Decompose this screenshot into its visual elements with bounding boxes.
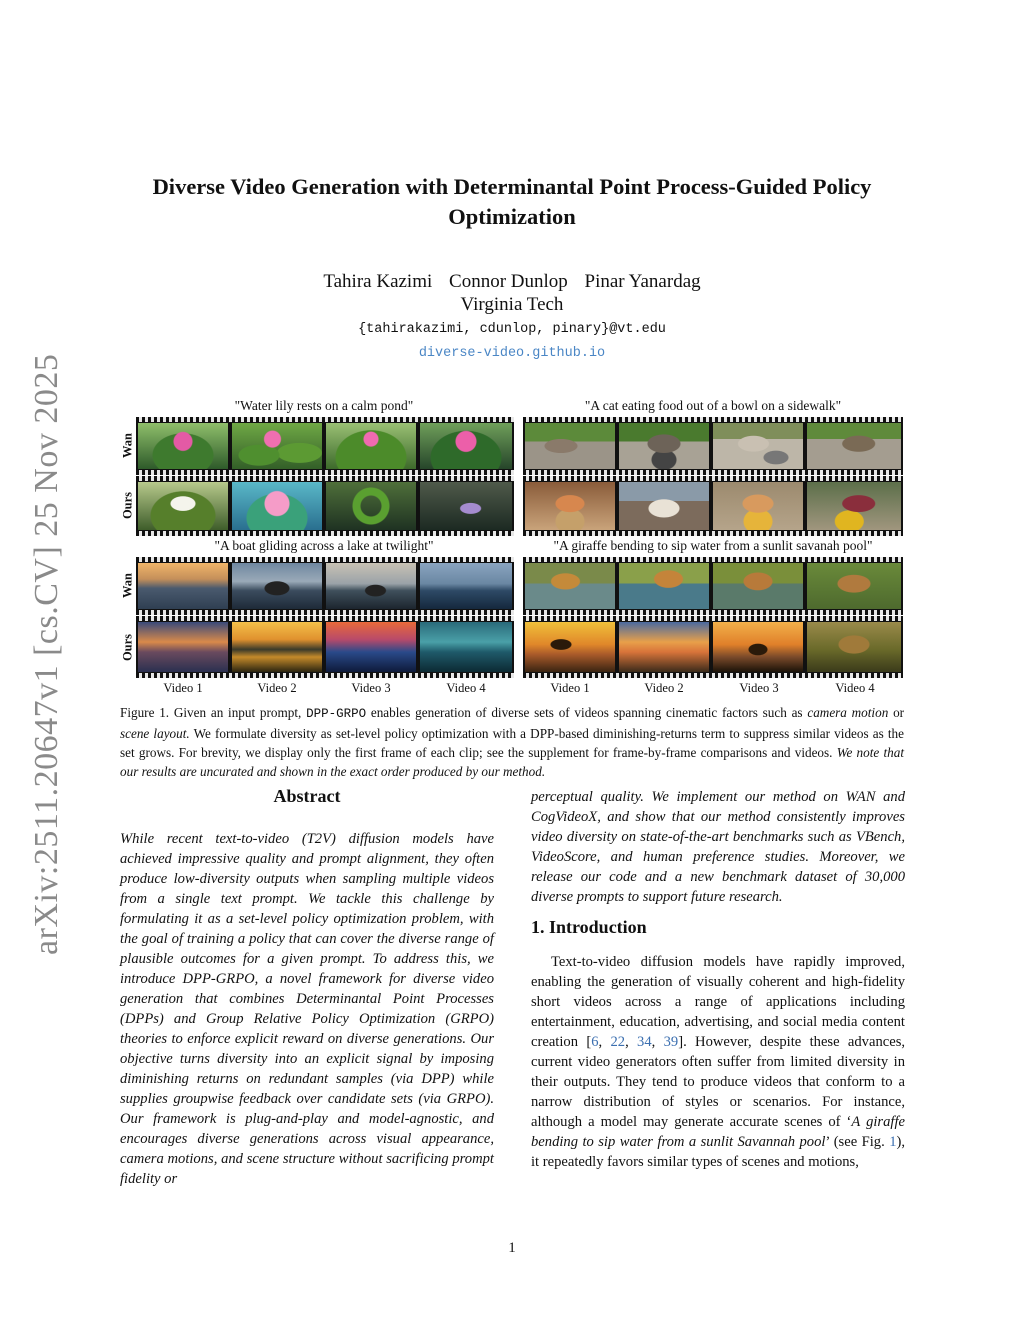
video-frame <box>807 563 901 609</box>
video-frame <box>326 423 416 469</box>
video-frame <box>420 482 512 530</box>
figure-label: Figure 1. <box>120 705 170 720</box>
left-column <box>120 786 494 1189</box>
video-frame <box>138 482 228 530</box>
caption-emphasis: scene layout. <box>120 726 190 741</box>
citation-link[interactable]: 34 <box>637 1034 652 1050</box>
abstract-text-continued: perceptual quality. We implement our method on WAN and CogVideoX, and show that our method consistently improves video diversity on state-of-the-art benchmarks such as VBench, VideoScore, and human preference studies. Moreover, we release our code and a new benchmark dataset of 30,000 diverse prompts to support future research. <box>531 789 905 905</box>
intro-text: ’ (see Fig. <box>825 1134 890 1150</box>
paper-title: Diverse Video Generation with Determinantal Point Process-Guided Policy Optimization <box>152 174 872 229</box>
video-frame <box>807 482 901 530</box>
video-frame <box>138 423 228 469</box>
prompt-label: "Water lily rests on a calm pond" <box>234 398 414 413</box>
film-strip <box>523 557 903 615</box>
abstract-heading: Abstract <box>273 786 341 806</box>
film-strip <box>136 476 514 536</box>
column-label: Video 3 <box>739 681 779 695</box>
author-name: Pinar Yanardag <box>584 271 701 292</box>
video-frame <box>619 482 709 530</box>
caption-emphasis: camera motion <box>807 705 889 720</box>
author-name: Tahira Kazimi <box>323 271 433 292</box>
film-strip <box>136 417 514 475</box>
video-frame <box>713 423 803 469</box>
figure-caption <box>120 703 904 781</box>
video-frame <box>232 482 322 530</box>
caption-text: We formulate diversity as set-level policy optimization with a DPP-based diminishing-returns term to suppress similar videos as the set grows. For brevity, we display only the first frame of each clip; see the supplement for frame-by-frame comparisons and videos. <box>120 726 905 760</box>
video-frame <box>232 622 322 672</box>
caption-text: Given an input prompt, <box>173 705 302 720</box>
caption-emphasis: We note that our results are uncurated and shown in the exact order produced by our method. <box>120 745 905 779</box>
intro-text: ]. However, despite these advances, current video generators often suffer from limited diversity in their outputs. They tend to produce videos that conform to a narrow distribution of styles or scenarios. For instance, although a model may generate accurate scenes of ‘ <box>531 1034 906 1130</box>
video-frame <box>713 563 803 609</box>
column-label: Video 4 <box>446 681 486 695</box>
video-frame <box>420 563 512 609</box>
video-frame <box>326 622 416 672</box>
film-strip <box>523 476 903 536</box>
video-frame <box>326 563 416 609</box>
video-frame <box>619 622 709 672</box>
author-list <box>0 270 1024 293</box>
right-column <box>531 787 905 1172</box>
row-label-wan: Wan <box>120 433 135 459</box>
video-frame <box>420 423 512 469</box>
film-strip <box>523 417 903 475</box>
prompt-label: "A cat eating food out of a bowl on a sidewalk" <box>584 398 842 413</box>
film-strip <box>136 616 514 678</box>
prompt-label: "A boat gliding across a lake at twilight" <box>214 538 434 553</box>
video-frame <box>807 423 901 469</box>
method-name: DPP-GRPO <box>306 707 367 721</box>
citation-link[interactable]: 39 <box>663 1034 679 1050</box>
intro-emphasis: A giraffe bending to sip water from a sunlit Savannah pool <box>531 1114 905 1150</box>
video-frame <box>326 482 416 530</box>
author-emails: {tahirakazimi, cdunlop, pinary}@vt.edu <box>358 322 666 337</box>
video-frame <box>232 423 322 469</box>
citation-link[interactable]: 6 <box>591 1034 599 1050</box>
intro-paragraph: Text-to-video diffusion models have rapidly improved, enabling the generation of visually coherent and high-fidelity short videos across a range of applications including entertainment, education, advertising, and social media content creation [6, 22, 34, 39]. However, despite these advances, current video generators often suffer from limited diversity in their outputs. They tend to produce videos that conform to a narrow distribution of styles or scenarios. For instance, although a model may generate accurate scenes of ‘A giraffe bending to sip water from a sunlit Savannah pool’ (see Fig. 1), it repeatedly favors similar types of scenes and motions, <box>531 954 906 1170</box>
column-label: Video 1 <box>163 681 203 695</box>
film-strip <box>523 616 903 678</box>
page-number: 1 <box>508 1240 516 1256</box>
video-frame <box>713 482 803 530</box>
video-frame <box>525 563 615 609</box>
video-frame <box>525 482 615 530</box>
column-label: Video 1 <box>550 681 590 695</box>
affiliation: Virginia Tech <box>460 294 564 315</box>
abstract-text: While recent text-to-video (T2V) diffusion models have achieved impressive quality and prompt alignment, they often produce low-diversity outputs when sampling multiple videos from a single text prompt. We tackle this challenge by formulating it as a set-level policy optimization problem, with the goal of training a policy that can cover the diverse range of plausible outcomes for a given prompt. To address this, we introduce DPP-GRPO, a novel framework for diverse video generation that combines Determinantal Point Processes (DPPs) and Group Relative Policy Optimization (GRPO) theories to enforce explicit reward on diverse generations. Our objective turns diversity into an explicit signal by imposing diminishing returns on redundant samples (via DPP) while supplies groupwise feedback over candidate sets (via GRPO). Our framework is plug-and-play and model-agnostic, and encourages diverse generations across visual appearance, camera motions, and scene structure without sacrificing prompt fidelity or <box>120 831 494 1187</box>
video-frame <box>619 423 709 469</box>
intro-text: Text-to-video diffusion models have rapidly improved, enabling the generation of visually coherent and high-fidelity short videos across a range of applications including entertainment, education, advertising, and social media content creation [ <box>531 954 905 1050</box>
figure-1 <box>118 398 908 698</box>
arxiv-stamp: arXiv:2511.20647v1 [cs.CV] 25 Nov 2025 <box>28 353 65 955</box>
video-frame <box>525 622 615 672</box>
video-frame <box>619 563 709 609</box>
video-frame <box>138 563 228 609</box>
video-frame <box>232 563 322 609</box>
column-label: Video 3 <box>351 681 391 695</box>
video-frame <box>420 622 512 672</box>
intro-text: ), it repeatedly favors similar types of scenes and motions, <box>531 1134 905 1170</box>
citation-link[interactable]: 22 <box>610 1034 626 1050</box>
author-name: Connor Dunlop <box>449 271 568 292</box>
video-frame <box>807 622 901 672</box>
row-label-ours: Ours <box>120 633 135 662</box>
film-strip <box>136 557 514 615</box>
column-label: Video 2 <box>644 681 684 695</box>
column-label: Video 2 <box>257 681 297 695</box>
video-frame <box>713 622 803 672</box>
prompt-label: "A giraffe bending to sip water from a sunlit savanah pool" <box>553 538 873 553</box>
row-label-wan: Wan <box>120 573 135 599</box>
caption-text: enables generation of diverse sets of videos spanning cinematic factors such as <box>370 705 803 720</box>
row-label-ours: Ours <box>120 491 135 520</box>
project-website-link[interactable]: diverse-video.github.io <box>418 346 606 361</box>
section-heading-introduction: 1. Introduction <box>531 917 647 937</box>
caption-text: or <box>893 705 905 720</box>
video-frame <box>138 622 228 672</box>
figure-reference-link[interactable]: 1 <box>889 1134 897 1150</box>
video-frame <box>525 423 615 469</box>
column-label: Video 4 <box>835 681 875 695</box>
